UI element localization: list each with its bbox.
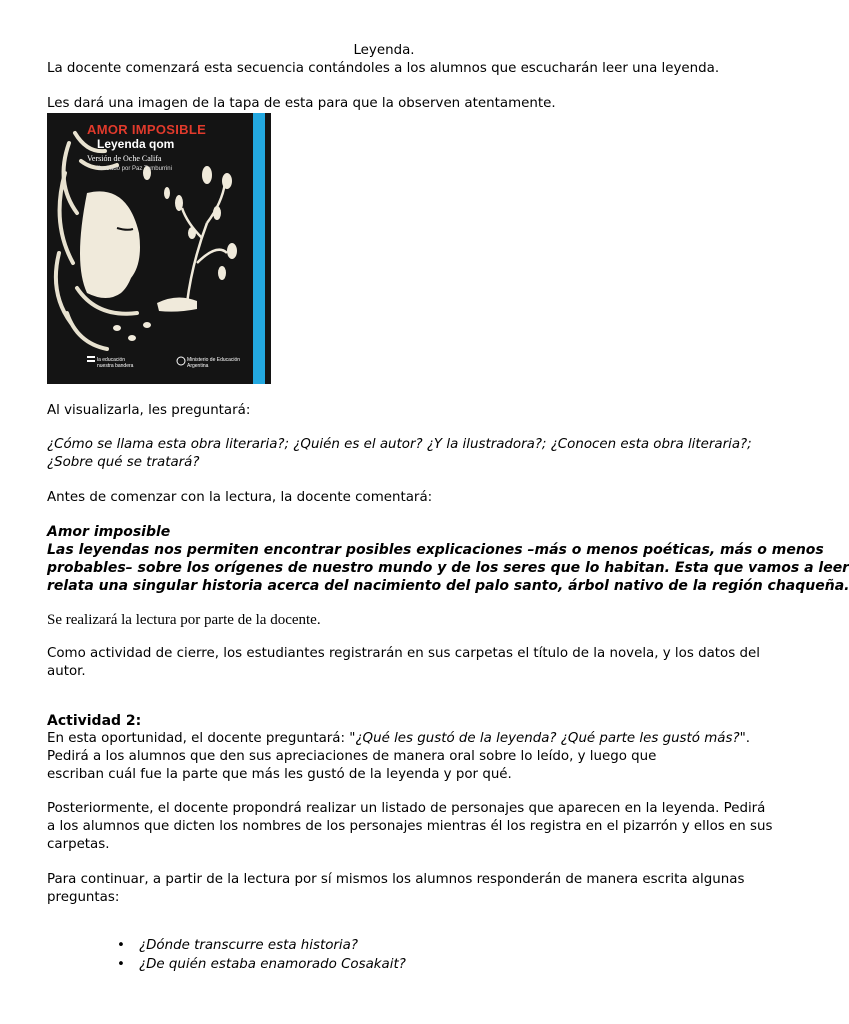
quote-line-1: Las leyendas nos permiten encontrar posibles explicaciones –más o menos poéticas, más o menos <box>47 542 824 558</box>
questions-line-2: ¿Sobre qué se tratará? <box>47 455 200 470</box>
closing-line-2: autor. <box>47 664 86 679</box>
characters-line-2: a los alumnos que dicten los nombres de los personajes mientras él los registra en el pizarrón y ellos en sus <box>47 819 773 834</box>
question-text: ¿Dónde transcurre esta historia? <box>139 938 358 953</box>
continue-line-1: Para continuar, a partir de la lectura por sí mismos los alumnos responderán de manera escrita algunas <box>47 872 745 887</box>
closing-line-1: Como actividad de cierre, los estudiantes registrarán en sus carpetas el título de la novela, y los datos del <box>47 646 760 661</box>
reading-paragraph: Se realizará la lectura por parte de la docente. <box>47 612 321 628</box>
activity-2-line-2: Pedirá a los alumnos que den sus apreciaciones de manera oral sobre lo leído, y luego que <box>47 749 657 764</box>
bullet-icon: • <box>117 957 125 972</box>
characters-line-1: Posteriormente, el docente propondrá realizar un listado de personajes que aparecen en la leyenda. Pedirá <box>47 801 766 816</box>
cover-version: Versión de Oche Califa <box>87 154 162 163</box>
list-item <box>47 956 406 975</box>
cover-logo-right: Ministerio de Educación Argentina <box>187 357 241 369</box>
activity-2-line-1 <box>47 730 750 748</box>
before-reading-paragraph: Antes de comenzar con la lectura, la docente comentará: <box>47 490 433 505</box>
list-item <box>47 937 406 956</box>
cover-title: AMOR IMPOSIBLE <box>87 122 207 137</box>
quote-line-3: relata una singular historia acerca del nacimiento del palo santo, árbol nativo de la región chaqueña. <box>47 578 849 594</box>
activity-2-line-1-start: En esta oportunidad, el docente preguntará: " <box>47 731 356 746</box>
continue-line-2: preguntas: <box>47 890 120 905</box>
bullet-icon: • <box>117 938 125 953</box>
book-cover-image <box>47 113 271 384</box>
cover-illustrator: Ilustrado por Paz Tamburrini <box>97 166 172 172</box>
questions-line-1: ¿Cómo se llama esta obra literaria?; ¿Quién es el autor? ¿Y la ilustradora?; ¿Conocen esta obra literaria?; <box>47 437 752 452</box>
question-list <box>47 937 406 975</box>
cover-logo-left: la educación nuestra bandera <box>97 357 134 369</box>
question-text: ¿De quién estaba enamorado Cosakait? <box>139 957 406 972</box>
document-title: Leyenda. <box>353 43 415 58</box>
activity-2-question-quote: ¿Qué les gustó de la leyenda? ¿Qué parte les gustó más? <box>355 731 740 746</box>
cover-side-stripe <box>253 113 265 384</box>
image-instruction: Les dará una imagen de la tapa de esta para que la observen atentamente. <box>47 96 556 111</box>
visualize-paragraph: Al visualizarla, les preguntará: <box>47 403 251 418</box>
cover-subtitle: Leyenda qom <box>97 137 175 151</box>
intro-paragraph: La docente comenzará esta secuencia contándoles a los alumnos que escucharán leer una leyenda. <box>47 61 720 76</box>
quote-line-2: probables– sobre los orígenes de nuestro mundo y de los seres que lo habitan. Esta que vamos a leer <box>47 560 849 576</box>
activity-2-heading: Actividad 2: <box>47 713 142 729</box>
quote-title: Amor imposible <box>47 524 171 540</box>
activity-2-line-1-end: ". <box>739 731 750 746</box>
activity-2-line-3: escriban cuál fue la parte que más les gustó de la leyenda y por qué. <box>47 767 512 782</box>
characters-line-3: carpetas. <box>47 837 110 852</box>
